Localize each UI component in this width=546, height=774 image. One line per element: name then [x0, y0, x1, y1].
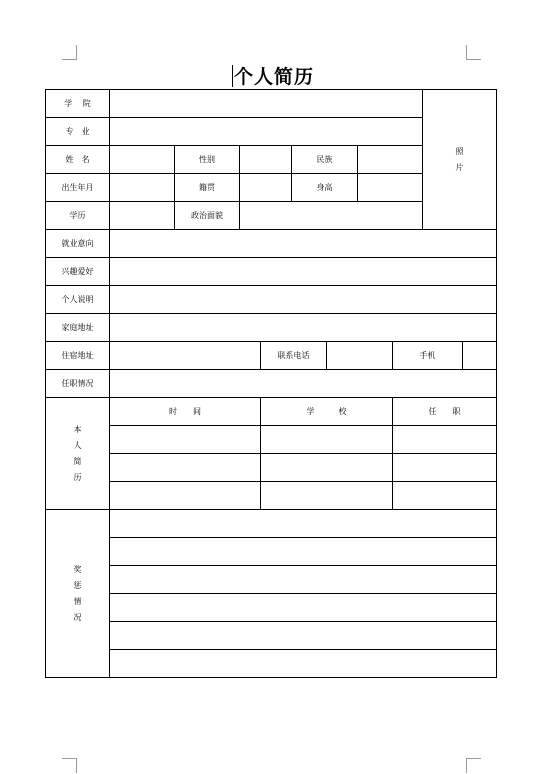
- resume-time-cell[interactable]: [110, 482, 261, 510]
- awards-label-3: 情: [73, 596, 82, 606]
- resume-header-school: 学 校: [261, 398, 393, 426]
- resume-position-cell[interactable]: [393, 454, 497, 482]
- crop-mark-top-right: [466, 45, 481, 60]
- awards-line[interactable]: [110, 650, 497, 678]
- photo-label-1: 照: [455, 146, 464, 156]
- major-field[interactable]: [110, 118, 423, 146]
- positions-field[interactable]: [110, 370, 497, 398]
- resume-form-table: [45, 89, 497, 678]
- label-home-address: 家庭地址: [46, 314, 110, 342]
- ethnicity-field[interactable]: [358, 146, 423, 174]
- page-title[interactable]: [0, 62, 546, 89]
- label-awards: [46, 510, 110, 678]
- label-birth: 出生年月: [46, 174, 110, 202]
- awards-line[interactable]: [110, 510, 497, 538]
- label-major: 专 业: [46, 118, 110, 146]
- resume-school-cell[interactable]: [261, 482, 393, 510]
- label-positions: 任职情况: [46, 370, 110, 398]
- awards-label-1: 奖: [73, 564, 82, 574]
- crop-mark-bottom-left: [62, 758, 77, 773]
- awards-line[interactable]: [110, 566, 497, 594]
- label-name: 姓 名: [46, 146, 110, 174]
- label-job-intention: 就业意向: [46, 230, 110, 258]
- page-title-text: 个人简历: [233, 66, 314, 88]
- label-residence-address: 住宿地址: [46, 342, 110, 370]
- label-gender: 性别: [175, 146, 240, 174]
- label-height: 身高: [292, 174, 358, 202]
- birth-field[interactable]: [110, 174, 175, 202]
- awards-line[interactable]: [110, 594, 497, 622]
- residence-address-field[interactable]: [110, 342, 261, 370]
- label-resume: [46, 398, 110, 510]
- political-status-field[interactable]: [240, 202, 423, 230]
- gender-field[interactable]: [240, 146, 292, 174]
- crop-mark-bottom-right: [466, 758, 481, 773]
- crop-mark-top-left: [62, 45, 77, 60]
- awards-label-2: 惩: [73, 580, 82, 590]
- awards-label-4: 况: [73, 612, 82, 622]
- resume-header-position: 任 职: [393, 398, 497, 426]
- school-field[interactable]: [110, 90, 423, 118]
- resume-time-cell[interactable]: [110, 426, 261, 454]
- awards-line[interactable]: [110, 538, 497, 566]
- resume-position-cell[interactable]: [393, 426, 497, 454]
- resume-time-cell[interactable]: [110, 454, 261, 482]
- label-native-place: 籍贯: [175, 174, 240, 202]
- resume-label-4: 历: [73, 472, 82, 482]
- hobbies-field[interactable]: [110, 258, 497, 286]
- resume-label-2: 人: [73, 440, 82, 450]
- label-education: 学历: [46, 202, 110, 230]
- resume-label-1: 本: [73, 424, 82, 434]
- label-school: 学 院: [46, 90, 110, 118]
- label-hobbies: 兴趣爱好: [46, 258, 110, 286]
- resume-position-cell[interactable]: [393, 482, 497, 510]
- contact-phone-field[interactable]: [327, 342, 393, 370]
- name-field[interactable]: [110, 146, 175, 174]
- label-self-description: 个人说明: [46, 286, 110, 314]
- education-field[interactable]: [110, 202, 175, 230]
- photo-box[interactable]: [423, 90, 497, 230]
- label-ethnicity: 民族: [292, 146, 358, 174]
- resume-school-cell[interactable]: [261, 454, 393, 482]
- resume-header-time: 时 间: [110, 398, 261, 426]
- resume-school-cell[interactable]: [261, 426, 393, 454]
- job-intention-field[interactable]: [110, 230, 497, 258]
- awards-line[interactable]: [110, 622, 497, 650]
- native-place-field[interactable]: [240, 174, 292, 202]
- mobile-field[interactable]: [463, 342, 497, 370]
- photo-label-2: 片: [455, 162, 464, 172]
- home-address-field[interactable]: [110, 314, 497, 342]
- self-description-field[interactable]: [110, 286, 497, 314]
- height-field[interactable]: [358, 174, 423, 202]
- resume-label-3: 简: [73, 456, 82, 466]
- label-mobile: 手机: [393, 342, 463, 370]
- text-cursor: [232, 65, 233, 87]
- label-political-status: 政治面貌: [175, 202, 240, 230]
- label-contact-phone: 联系电话: [261, 342, 327, 370]
